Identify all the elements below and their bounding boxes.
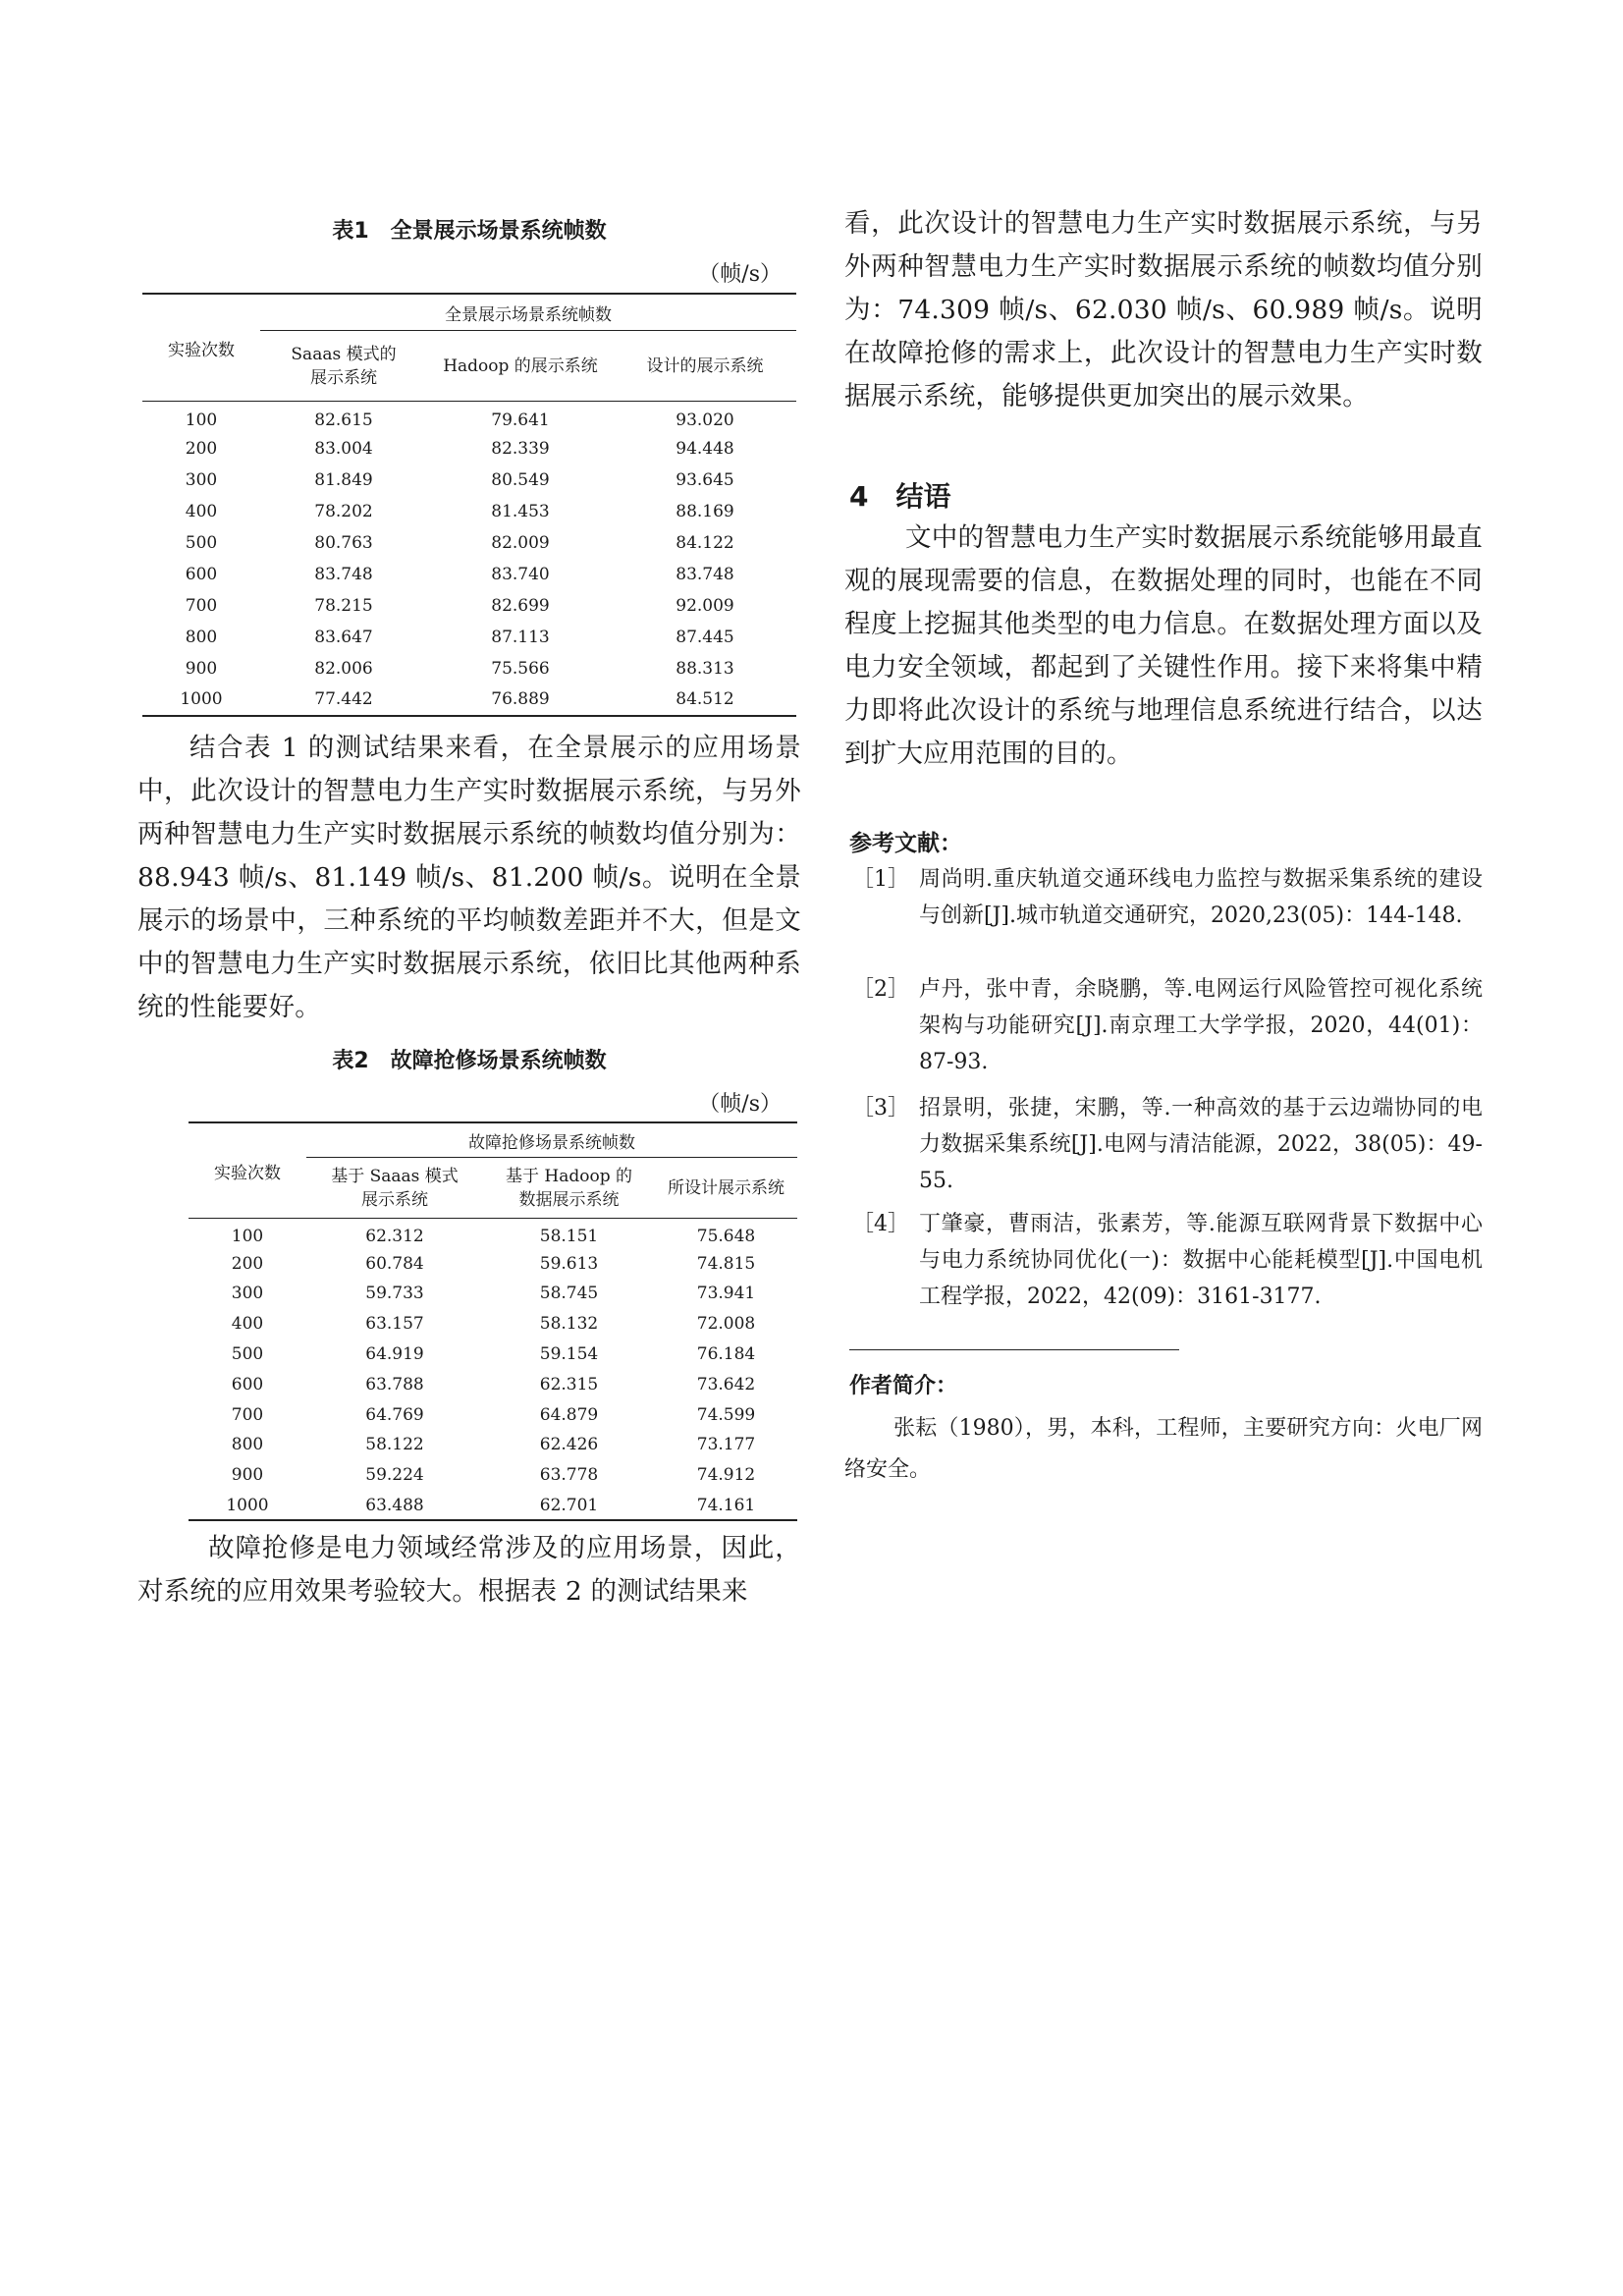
table-cell-value: 60.784 — [365, 1253, 424, 1274]
table-cell-trial: 700 — [231, 1404, 264, 1425]
table-cell-value: 64.879 — [539, 1404, 599, 1425]
footnote-divider — [849, 1349, 1179, 1350]
table1-col-header: 设计的展示系统 — [614, 331, 796, 402]
table-row — [189, 1369, 797, 1399]
table-cell-value: 64.919 — [365, 1344, 424, 1365]
table-row — [189, 1309, 797, 1339]
table-cell-value: 82.339 — [491, 438, 550, 459]
table-row — [142, 496, 796, 527]
table-cell-trial: 700 — [185, 595, 218, 616]
table-cell-value: 64.769 — [365, 1404, 424, 1425]
table2 — [189, 1121, 797, 1521]
reference-number: ［1］ — [852, 867, 909, 892]
table-cell-value: 73.177 — [696, 1435, 756, 1455]
table-row — [142, 653, 796, 684]
section-4-title: 4 结语 — [849, 480, 951, 513]
reference-number: ［3］ — [852, 1096, 909, 1121]
reference-text: 丁肇豪，曹雨洁，张素芳，等.能源互联网背景下数据中心与电力系统协同优化(一)：数据中心能耗模型[J].中国电机工程学报，2022，42(09)：3161-3177. — [919, 1212, 1483, 1309]
table2-unit: （帧/s） — [698, 1092, 782, 1117]
table1 — [142, 293, 796, 717]
table-cell-trial: 300 — [185, 469, 218, 490]
table-row — [189, 1219, 797, 1249]
table-cell-value: 62.701 — [483, 1491, 655, 1521]
table-cell-value: 74.815 — [696, 1253, 756, 1274]
table-cell-value: 76.889 — [427, 684, 614, 716]
table1-group-header: 全景展示场景系统帧数 — [260, 294, 796, 331]
table-cell-value: 59.154 — [539, 1344, 599, 1365]
table-cell-trial: 200 — [185, 438, 218, 459]
paragraph-table2-analysis: 看，此次设计的智慧电力生产实时数据展示系统，与另外两种智慧电力生产实时数据展示系统的帧数均值分别为：74.309 帧/s、62.030 帧/s、60.989 帧/s。说明在故障抢修的需求上，此次设计的智慧电力生产实时数据展示系统，能够提供更加突出的展示效果。 — [844, 208, 1483, 411]
table1-caption: 表1 全景展示场景系统帧数 — [332, 219, 607, 244]
table-cell-value: 82.009 — [491, 532, 550, 553]
table-cell-value: 81.849 — [314, 469, 373, 490]
table-cell-value: 77.442 — [260, 684, 427, 716]
table-cell-trial: 100 — [231, 1227, 264, 1247]
table-cell-value: 78.215 — [314, 595, 373, 616]
table-cell-value: 83.004 — [314, 438, 373, 459]
table-cell-value: 82.615 — [314, 410, 373, 430]
table-cell-value: 88.313 — [676, 658, 734, 679]
table-cell-value: 83.647 — [314, 627, 373, 647]
table-cell-value: 84.512 — [614, 684, 796, 716]
table-cell-value: 88.169 — [676, 501, 734, 521]
table-row — [189, 1430, 797, 1460]
table-cell-trial: 400 — [231, 1314, 264, 1335]
table-cell-value: 63.778 — [539, 1465, 599, 1486]
table2-col-header: 基于 Hadoop 的 数据展示系统 — [483, 1158, 655, 1219]
table-cell-value: 74.912 — [696, 1465, 756, 1486]
table-cell-value: 58.151 — [539, 1227, 599, 1247]
table-cell-trial: 900 — [231, 1465, 264, 1486]
table-cell-value: 80.763 — [314, 532, 373, 553]
reference-text: 招景明，张捷，宋鹏，等.一种高效的基于云边端协同的电力数据采集系统[J].电网与清洁能源，2022，38(05)：49-55. — [919, 1096, 1483, 1193]
table-cell-value: 58.745 — [539, 1284, 599, 1304]
table-cell-value: 72.008 — [696, 1314, 756, 1335]
table-cell-trial: 900 — [185, 658, 218, 679]
table-cell-value: 63.157 — [365, 1314, 424, 1335]
author-title: 作者简介： — [849, 1374, 958, 1398]
table-cell-value: 59.224 — [365, 1465, 424, 1486]
table-cell-trial: 200 — [231, 1253, 264, 1274]
table-row — [142, 590, 796, 622]
reference-number: ［4］ — [852, 1212, 909, 1236]
table-cell-value: 80.549 — [491, 469, 550, 490]
table2-col-header: 所设计展示系统 — [655, 1158, 797, 1219]
table-row — [142, 433, 796, 465]
table-cell-trial: 100 — [185, 410, 218, 430]
table1-col-header: Saaas 模式的 展示系统 — [260, 331, 427, 402]
table-cell-value: 79.641 — [491, 410, 550, 430]
table-cell-value: 87.113 — [491, 627, 550, 647]
table-row — [142, 527, 796, 559]
table-row — [189, 1460, 797, 1491]
reference-item — [844, 1090, 1483, 1199]
table-cell-trial: 500 — [231, 1344, 264, 1365]
table-cell-trial: 1000 — [142, 684, 260, 716]
table-cell-value: 62.312 — [365, 1227, 424, 1247]
table-cell-value: 58.122 — [365, 1435, 424, 1455]
table-row — [142, 402, 796, 433]
table-cell-value: 59.733 — [365, 1284, 424, 1304]
table-cell-value: 93.645 — [676, 469, 734, 490]
table-cell-value: 84.122 — [676, 532, 734, 553]
table-cell-value: 82.006 — [314, 658, 373, 679]
table-cell-value: 73.642 — [696, 1374, 756, 1394]
table-cell-value: 81.453 — [491, 501, 550, 521]
table-cell-value: 82.699 — [491, 595, 550, 616]
table-row — [142, 684, 796, 716]
reference-item — [844, 861, 1483, 934]
table-cell-value: 75.566 — [491, 658, 550, 679]
table-row — [189, 1399, 797, 1430]
table-cell-value: 58.132 — [539, 1314, 599, 1335]
references-title: 参考文献： — [849, 831, 962, 856]
table2-row-header: 实验次数 — [189, 1122, 306, 1219]
table-row — [189, 1339, 797, 1370]
reference-item — [844, 971, 1483, 1080]
table-cell-value: 83.748 — [314, 564, 373, 584]
table-cell-value: 78.202 — [314, 501, 373, 521]
author-bio: 张耘（1980），男，本科，工程师，主要研究方向：火电厂网络安全。 — [844, 1416, 1483, 1482]
table-cell-value: 76.184 — [696, 1344, 756, 1365]
table2-group-header: 故障抢修场景系统帧数 — [306, 1122, 797, 1158]
table-cell-trial: 600 — [185, 564, 218, 584]
table1-row-header: 实验次数 — [142, 294, 260, 402]
table-row — [142, 622, 796, 653]
table-cell-value: 74.161 — [655, 1491, 797, 1521]
table-cell-trial: 400 — [185, 501, 218, 521]
table-row — [189, 1279, 797, 1309]
table-row — [189, 1491, 797, 1521]
table-cell-trial: 500 — [185, 532, 218, 553]
table-cell-trial: 1000 — [189, 1491, 306, 1521]
table-row — [142, 559, 796, 590]
table2-col-header: 基于 Saaas 模式 展示系统 — [306, 1158, 483, 1219]
table-cell-value: 94.448 — [676, 438, 734, 459]
table2-caption: 表2 故障抢修场景系统帧数 — [332, 1049, 607, 1073]
paragraph-table1-analysis: 结合表 1 的测试结果来看，在全景展示的应用场景中，此次设计的智慧电力生产实时数据展示系统，与另外两种智慧电力生产实时数据展示系统的帧数均值分别为：88.943 帧/s、81.149 帧/s、81.200 帧/s。说明在全景展示的场景中，三种系统的平均帧数差距并不大，但是文中的智慧电力生产实时数据展示系统，依旧比其他两种系统的性能要好。 — [137, 733, 801, 1022]
table-cell-trial: 600 — [231, 1374, 264, 1394]
table-cell-value: 92.009 — [676, 595, 734, 616]
table-cell-trial: 300 — [231, 1284, 264, 1304]
table-cell-value: 93.020 — [676, 410, 734, 430]
reference-text: 周尚明.重庆轨道交通环线电力监控与数据采集系统的建设与创新[J].城市轨道交通研究，2020,23(05)：144-148. — [919, 867, 1483, 928]
reference-number: ［2］ — [852, 977, 909, 1002]
table-cell-trial: 800 — [185, 627, 218, 647]
table1-col-header: Hadoop 的展示系统 — [427, 331, 614, 402]
table-cell-value: 63.788 — [365, 1374, 424, 1394]
table-cell-value: 62.426 — [539, 1435, 599, 1455]
table-cell-value: 83.748 — [676, 564, 734, 584]
table-row — [142, 465, 796, 496]
table-cell-value: 73.941 — [696, 1284, 756, 1304]
table-cell-value: 83.740 — [491, 564, 550, 584]
table-cell-value: 87.445 — [676, 627, 734, 647]
table-cell-value: 59.613 — [539, 1253, 599, 1274]
reference-item — [844, 1206, 1483, 1315]
paragraph-fault-repair: 故障抢修是电力领域经常涉及的应用场景，因此，对系统的应用效果考验较大。根据表 2 的测试结果来 — [137, 1533, 801, 1607]
reference-text: 卢丹，张中青，余晓鹏，等.电网运行风险管控可视化系统架构与功能研究[J].南京理工大学学报，2020，44(01)：87-93. — [919, 977, 1483, 1074]
table-cell-value: 62.315 — [539, 1374, 599, 1394]
table-cell-value: 63.488 — [306, 1491, 483, 1521]
table-row — [189, 1248, 797, 1279]
table1-unit: （帧/s） — [698, 262, 782, 287]
table-cell-value: 75.648 — [696, 1227, 756, 1247]
paragraph-conclusion: 文中的智慧电力生产实时数据展示系统能够用最直观的展现需要的信息，在数据处理的同时，也能在不同程度上挖掘其他类型的电力信息。在数据处理方面以及电力安全领域，都起到了关键性作用。接下来将集中精力即将此次设计的系统与地理信息系统进行结合，以达到扩大应用范围的目的。 — [844, 522, 1483, 769]
table-cell-trial: 800 — [231, 1435, 264, 1455]
table-cell-value: 74.599 — [696, 1404, 756, 1425]
